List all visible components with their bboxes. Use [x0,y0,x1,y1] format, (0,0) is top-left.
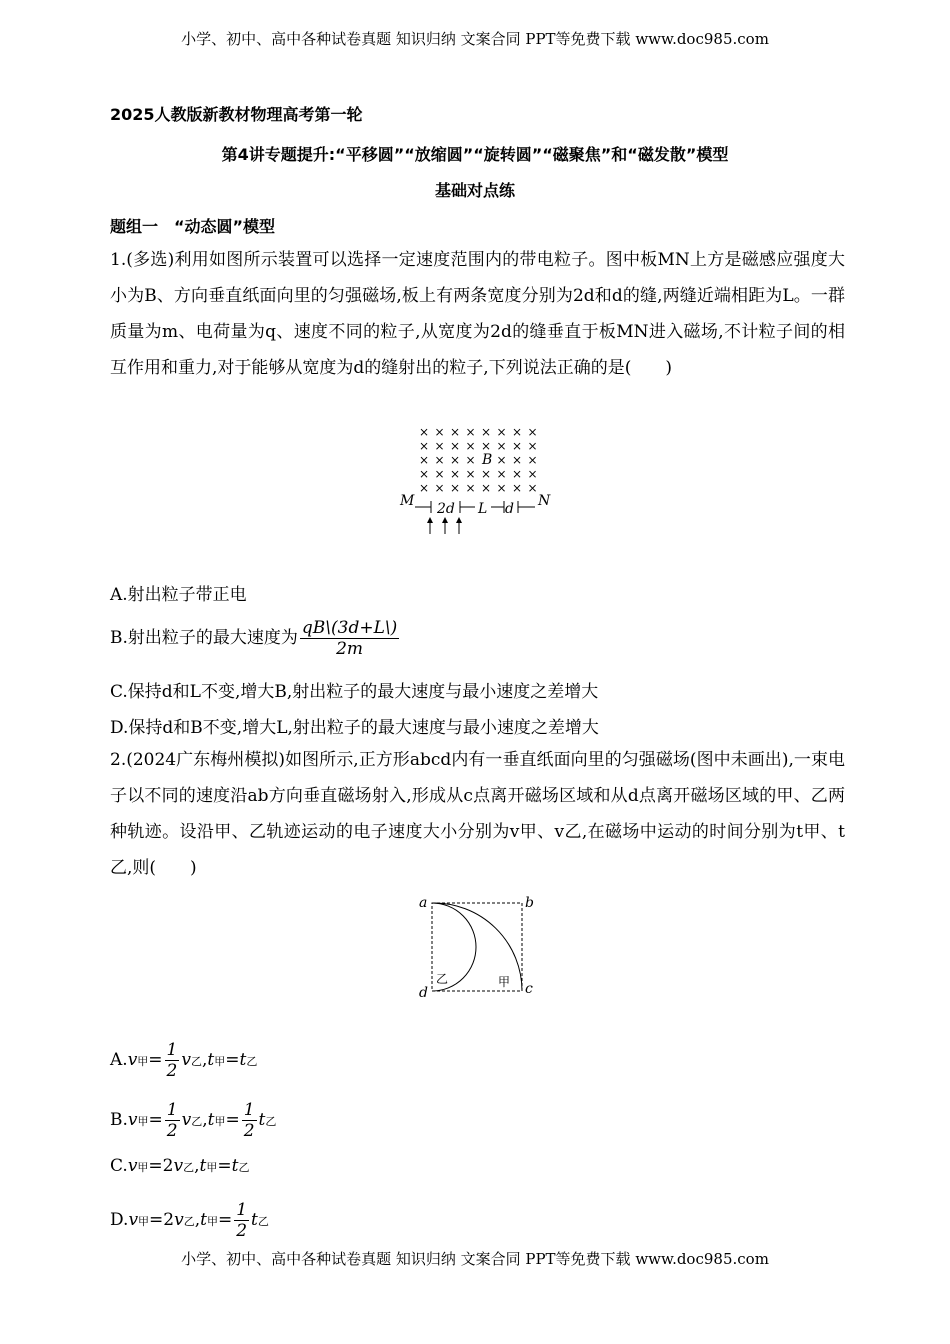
q2-option-b: B.v甲= $\frac{1}{2}$ v乙,t甲= $\frac{1}{2}$ t乙 [110,1100,277,1141]
x-mark: × [527,467,538,481]
q2-option-c: C.v甲=2v乙,t甲=t乙 [110,1156,250,1176]
x-mark: × [450,481,461,495]
x-mark: × [481,425,492,439]
x-mark: × [419,467,430,481]
label-N: N [538,493,551,509]
x-mark: × [450,439,461,453]
x-mark: × [465,467,476,481]
q1-option-d: D.保持d和B不变,增大L,射出粒子的最大速度与最小速度之差增大 [110,718,599,738]
x-mark: × [450,453,461,467]
x-mark: × [419,439,430,453]
x-mark: × [496,425,507,439]
x-mark: × [481,481,492,495]
x-mark: × [512,453,523,467]
lecture-title: 第4讲专题提升:“平移圆”“放缩圆”“旋转圆”“磁聚焦”和“磁发散”模型 [221,145,729,164]
x-mark: × [419,453,430,467]
x-mark: × [481,439,492,453]
q2-option-a: A.v甲= $\frac{1}{2}$ v乙,t甲=t乙 [110,1040,258,1081]
x-mark: × [465,481,476,495]
label-d: d [505,501,514,517]
x-mark: × [434,453,445,467]
x-mark: × [465,453,476,467]
label-a: a [419,895,428,911]
question-2: 2.(2024广东梅州模拟)如图所示,正方形abcd内有一垂直纸面向里的匀强磁场(图中未画出),一束电子以不同的速度沿ab方向垂直磁场射入,形成从c点离开磁场区域和从d点离开磁场区域的甲、乙两种轨迹。设沿甲、乙轨迹运动的电子速度大小分别为v甲、v乙,在磁场中运动的时间分别为t甲、t乙,则( ) [110,750,845,878]
x-mark: × [481,467,492,481]
figure-2-square-trajectories [415,893,540,998]
x-mark: × [465,425,476,439]
x-mark: × [496,439,507,453]
label-c: c [525,981,533,997]
x-mark: × [527,439,538,453]
doc-title: 2025人教版新教材物理高考第一轮 [110,105,363,124]
page-footer: 小学、初中、高中各种试卷真题 知识归纳 文案合同 PPT等免费下载 www.doc985.com [181,1250,769,1268]
q1-option-b: B.射出粒子的最大速度为 $\frac{qB\backslash(3d+L\backslash)}{2m}$ [110,618,398,659]
label-2d: 2d [437,501,455,517]
label-yi: 乙 [436,972,449,986]
x-mark: × [512,439,523,453]
q1-option-a: A.射出粒子带正电 [110,585,247,605]
x-mark: × [450,425,461,439]
label-b: b [525,895,534,911]
label-B: B [482,452,493,468]
x-mark: × [434,481,445,495]
label-d: d [419,985,428,998]
page-header: 小学、初中、高中各种试卷真题 知识归纳 文案合同 PPT等免费下载 www.doc985.com [181,30,769,48]
x-mark: × [434,439,445,453]
x-mark: × [496,453,507,467]
figure-1-magnetic-field [395,425,565,535]
x-mark: × [527,425,538,439]
field-x-marks [419,425,538,495]
x-mark: × [419,425,430,439]
x-mark: × [434,425,445,439]
label-L: L [478,501,488,517]
q2-option-d: D.v甲=2v乙,t甲= $\frac{1}{2}$ t乙 [110,1200,269,1241]
x-mark: × [527,453,538,467]
x-mark: × [465,439,476,453]
x-mark: × [496,467,507,481]
x-mark: × [450,467,461,481]
section-title: 基础对点练 [434,181,515,200]
label-jia: 甲 [498,975,511,989]
q1-option-c: C.保持d和L不变,增大B,射出粒子的最大速度与最小速度之差增大 [110,682,599,702]
x-mark: × [512,467,523,481]
particle-arrows [427,517,462,523]
group-heading: 题组一 “动态圆”模型 [110,217,276,236]
x-mark: × [419,481,430,495]
x-mark: × [496,481,507,495]
plate-MN [415,501,535,534]
x-mark: × [512,425,523,439]
label-M: M [400,493,415,509]
question-1: 1.(多选)利用如图所示装置可以选择一定速度范围内的带电粒子。图中板MN上方是磁感应强度大小为B、方向垂直纸面向里的匀强磁场,板上有两条宽度分别为2d和d的缝,两缝近端相距为L。一群质量为m、电荷量为q、速度不同的粒子,从宽度为2d的缝垂直于板MN进入磁场,不计粒子间的相互作用和重力,对于能够从宽度为d的缝射出的粒子,下列说法正确的是( ) [110,250,845,378]
x-mark: × [434,467,445,481]
x-mark: × [527,481,538,495]
x-mark: × [512,481,523,495]
